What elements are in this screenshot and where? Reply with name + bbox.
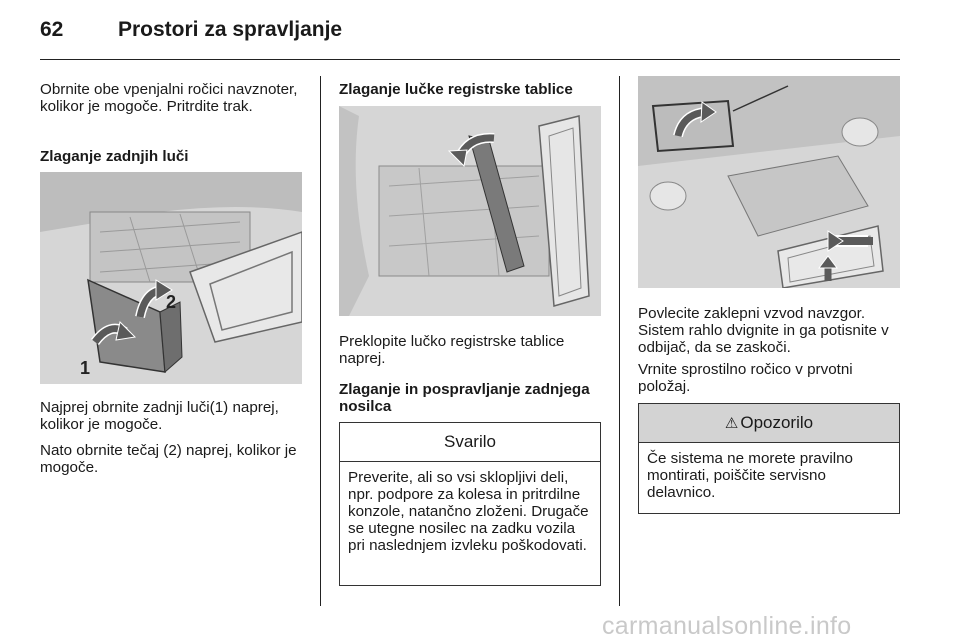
warning-triangle-icon: ⚠ [724, 415, 739, 432]
header-rule [40, 59, 900, 60]
warning-header [639, 404, 899, 443]
col1-para1: Najprej obrnite zadnji luči(1) naprej, kolikor je mogoče. [40, 399, 279, 433]
warning-body: Če sistema ne morete pravilno montirati, poiščite servisno delavnico. [647, 450, 853, 501]
notice-title: Svarilo [340, 423, 600, 462]
column-divider-1 [320, 76, 321, 606]
col1-intro: Obrnite obe vpenjalni ročici navznoter, kolikor je mogoče. Pritrdite trak. [40, 81, 298, 115]
notice-box [339, 422, 601, 586]
figure-carrier-stow [638, 76, 900, 288]
notice-body: Preverite, ali so vsi sklopljivi deli, npr. podpore za kolesa in pritrdilne konzole, natančno zloženi. Drugače se utegne nosilec na zadku vozila pri naslednjem izvleku poškodovati. [348, 469, 589, 554]
column-divider-2 [619, 76, 620, 606]
col2-heading2: Zlaganje in pospravljanje zadnjega nosilca [339, 381, 590, 415]
page-number: 62 [40, 18, 64, 41]
col2-para1: Preklopite lučko registrske tablice naprej. [339, 333, 565, 367]
warning-box [638, 403, 900, 514]
figure-rear-lights [40, 172, 302, 384]
col1-para2: Nato obrnite tečaj (2) naprej, kolikor je mogoče. [40, 442, 297, 476]
figure-callout-2: 2 [166, 292, 177, 312]
page-title: Prostori za spravljanje [118, 18, 343, 41]
watermark: carmanualsonline.info [602, 612, 852, 640]
figure-license-plate-light [339, 106, 601, 316]
col3-para1: Povlecite zaklepni vzvod navzgor. Sistem rahlo dvignite in ga potisnite v odbijač, da se zaskoči. [638, 305, 889, 356]
col2-heading: Zlaganje lučke registrske tablice [339, 81, 573, 98]
col1-heading: Zlaganje zadnjih luči [40, 148, 189, 165]
warning-title: Opozorilo [740, 413, 814, 432]
figure-callout-1: 1 [80, 358, 91, 378]
col3-para2: Vrnite sprostilno ročico v prvotni položaj. [638, 361, 853, 395]
